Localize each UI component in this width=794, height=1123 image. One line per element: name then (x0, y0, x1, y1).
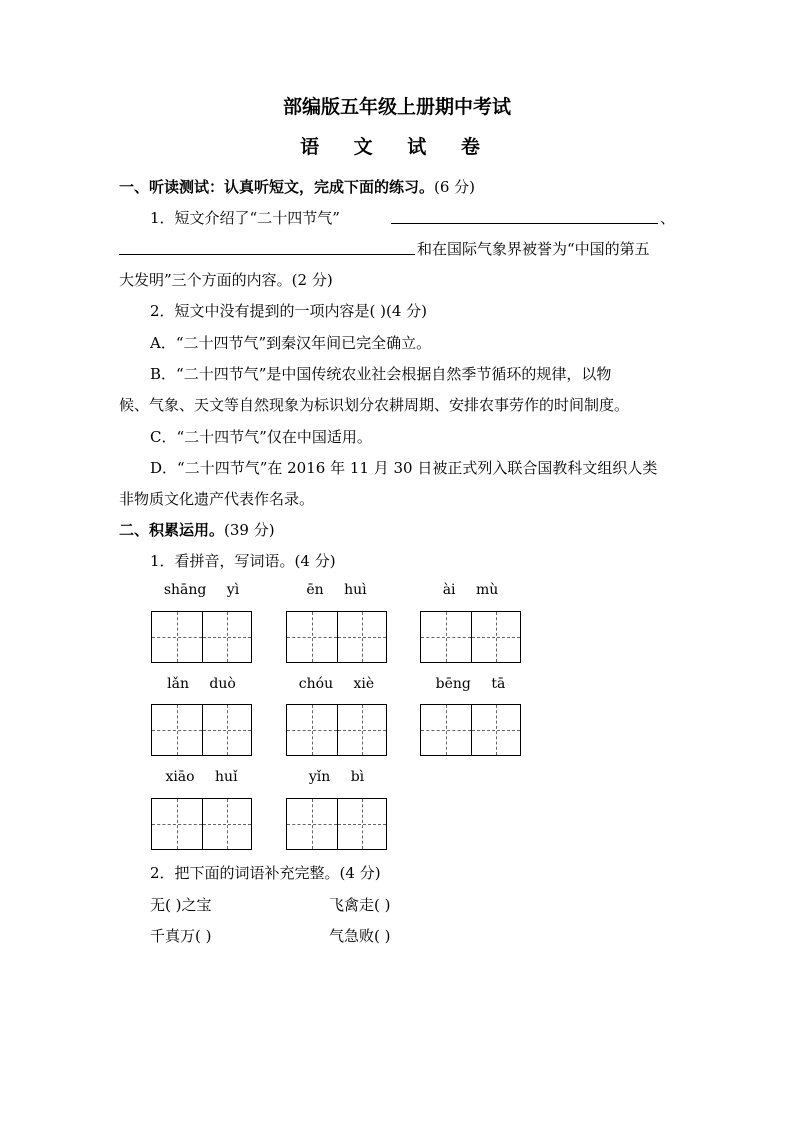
pinyin-label: chóu xiè (298, 676, 375, 692)
tianzige-grid[interactable] (286, 798, 387, 850)
section1-heading (119, 176, 475, 197)
q2-text: 2．短文中没有提到的一项内容是( )(4 分) (150, 302, 428, 320)
section2-score: (39 分) (224, 521, 275, 539)
tianzige-grid[interactable] (420, 611, 521, 663)
tianzige-grid[interactable] (286, 611, 387, 663)
pinyin-label: lǎn duò (167, 676, 236, 692)
pinyin-label: bēng tā (435, 676, 506, 692)
q1-comma: 、 (660, 209, 676, 227)
section2-heading-text: 二、积累运用。 (119, 521, 225, 539)
s2-q2-text: 2．把下面的词语补充完整。(4 分) (150, 864, 381, 882)
q1-middle: 和在国际气象界被誉为“中国的第五 (417, 240, 650, 258)
fill-item[interactable]: 气急败( ) (329, 927, 391, 945)
pinyin-label: xiāo huǐ (165, 769, 238, 785)
fill-item[interactable]: 无( )之宝 (150, 896, 212, 914)
fill-item[interactable]: 千真万( ) (150, 927, 212, 945)
section1-heading-text: 一、听读测试：认真听短文，完成下面的练习。 (119, 178, 435, 196)
option-d-line1: D．“二十四节气”在 2016 年 11 月 30 日被正式列入联合国教科文组织人类 (150, 459, 658, 477)
section1-score: (6 分) (434, 178, 476, 196)
option-b-line2: 候、气象、天文等自然现象为标识划分农耕周期、安排农事劳作的时间制度。 (119, 396, 630, 414)
page-title: 部编版五年级上册期中考试 (282, 96, 511, 118)
option-d-line2: 非物质文化遗产代表作名录。 (119, 490, 315, 508)
tianzige-grid[interactable] (151, 611, 252, 663)
q1-answer-blank-1[interactable] (391, 223, 658, 224)
pinyin-label: ēn huì (306, 582, 367, 598)
option-c: C．“二十四节气”仅在中国适用。 (150, 428, 372, 446)
pinyin-label: yǐn bì (308, 769, 365, 785)
q1-answer-blank-2[interactable] (119, 254, 415, 255)
fill-item[interactable]: 飞禽走( ) (329, 896, 391, 914)
tianzige-grid[interactable] (286, 704, 387, 756)
section2-heading (119, 519, 275, 540)
page-subtitle: 语 文 试 卷 (300, 136, 494, 158)
q1-end: 大发明”三个方面的内容。(2 分) (119, 271, 333, 289)
option-a: A．“二十四节气”到秦汉年间已完全确立。 (150, 334, 432, 352)
pinyin-label: shāng yì (163, 582, 240, 598)
option-b-line1: B．“二十四节气”是中国传统农业社会根据自然季节循环的规律，以物 (150, 365, 612, 383)
tianzige-grid[interactable] (151, 798, 252, 850)
q1-prefix: 1．短文介绍了“二十四节气” (150, 209, 340, 227)
tianzige-grid[interactable] (151, 704, 252, 756)
pinyin-label: ài mù (442, 582, 499, 598)
s2-q1-text: 1．看拼音，写词语。(4 分) (150, 552, 336, 570)
tianzige-grid[interactable] (420, 704, 521, 756)
